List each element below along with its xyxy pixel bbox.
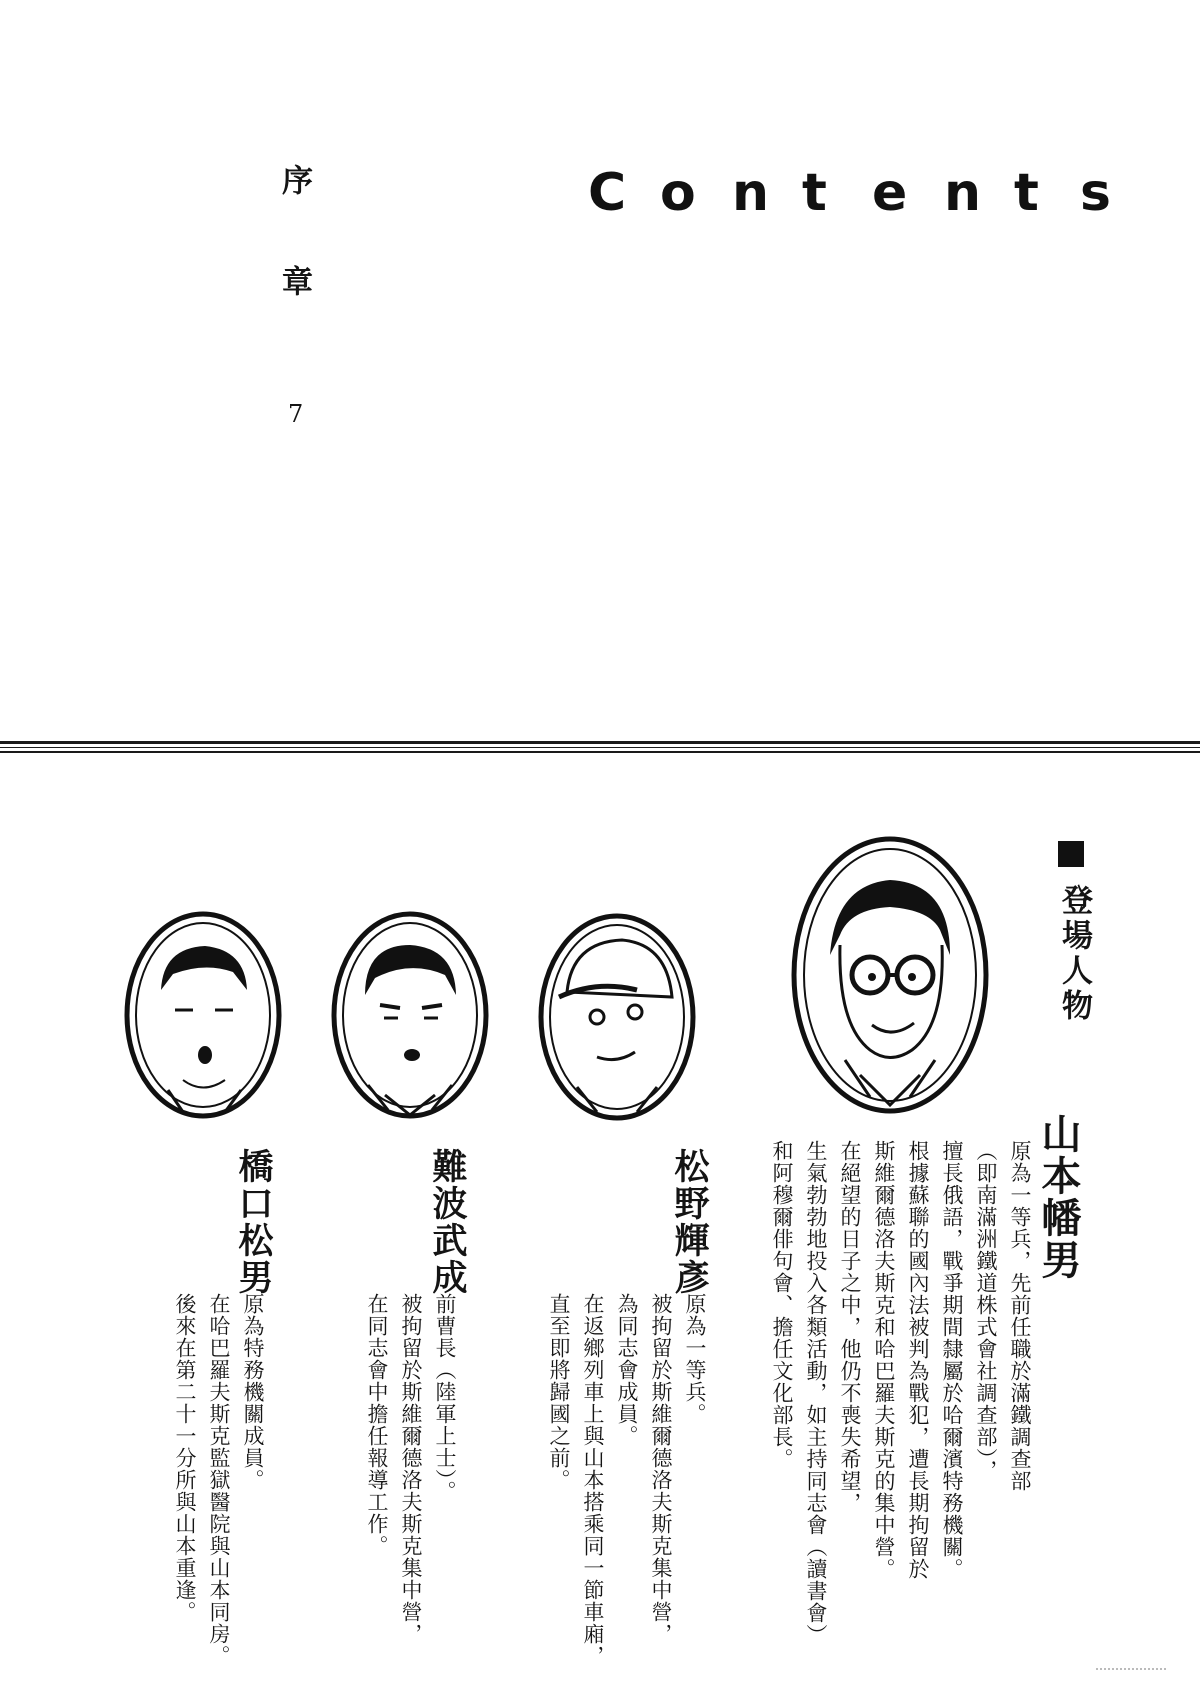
description-line: 被拘留於斯維爾德洛夫斯克集中營， — [649, 1293, 673, 1645]
portrait-yamamoto — [790, 835, 990, 1115]
character-name-yamamoto: 山本幡男 — [1035, 1113, 1081, 1281]
contents-title — [588, 158, 1111, 228]
contents-letter: o — [660, 163, 696, 223]
description-line: 斯維爾德洛夫斯克和哈巴羅夫斯克的集中營。 — [872, 1140, 896, 1580]
character-name-matsuno: 松野輝彥 — [669, 1148, 709, 1296]
chapter-page-number: 7 — [288, 400, 304, 428]
section-marker-square — [1058, 841, 1084, 867]
description-line: 原為特務機關成員。 — [241, 1293, 265, 1491]
contents-letter: n — [732, 163, 770, 223]
portrait-hashiguchi — [123, 910, 283, 1120]
description-line: 擅長俄語，戰爭期間隸屬於哈爾濱特務機關。 — [940, 1140, 964, 1580]
description-line: 前曹長（陸軍上士）。 — [433, 1293, 457, 1503]
contents-letter: C — [588, 163, 627, 223]
description-line: 生氣勃勃地投入各類活動，如主持同志會（讀書會） — [804, 1140, 828, 1646]
description-line: 原為一等兵，先前任職於滿鐵調查部 — [1008, 1140, 1032, 1492]
contents-letter: t — [1014, 163, 1039, 223]
character-description-yamamoto — [765, 1140, 1037, 1646]
contents-letter: e — [872, 163, 908, 223]
section-heading: 登場人物 — [1056, 884, 1092, 1024]
description-line: 原為一等兵。 — [683, 1293, 707, 1425]
contents-letter: t — [802, 163, 827, 223]
description-line: 直至即將歸國之前。 — [547, 1293, 571, 1491]
chapter-title[interactable]: 序章 — [276, 164, 312, 366]
character-name-hashiguchi: 橋口松男 — [233, 1148, 273, 1296]
description-line: 在絕望的日子之中，他仍不喪失希望， — [838, 1140, 862, 1514]
page-footer-mark — [1096, 1668, 1166, 1674]
contents-letter: s — [1080, 163, 1111, 223]
description-line: 在同志會中擔任報導工作。 — [365, 1293, 389, 1557]
description-line: 和阿穆爾俳句會、擔任文化部長。 — [770, 1140, 794, 1470]
description-line: 根據蘇聯的國內法被判為戰犯，遭長期拘留於 — [906, 1140, 930, 1580]
character-name-namba: 難波武成 — [427, 1148, 467, 1296]
character-description-matsuno — [542, 1293, 712, 1667]
description-line: 被拘留於斯維爾德洛夫斯克集中營， — [399, 1293, 423, 1645]
portrait-matsuno — [537, 912, 697, 1122]
section-divider-thin — [0, 747, 1200, 748]
description-line: 在返鄉列車上與山本搭乘同一節車廂， — [581, 1293, 605, 1667]
section-divider — [0, 741, 1200, 744]
portrait-namba — [330, 910, 490, 1120]
description-line: 後來在第二十一分所與山本重逢。 — [173, 1293, 197, 1623]
contents-letter: n — [944, 163, 982, 223]
description-line: 為同志會成員。 — [615, 1293, 639, 1447]
description-line: 在哈巴羅夫斯克監獄醫院與山本同房。 — [207, 1293, 231, 1667]
character-description-hashiguchi — [168, 1293, 270, 1667]
section-divider-bottom — [0, 751, 1200, 753]
character-description-namba — [360, 1293, 462, 1653]
description-line: （即南滿洲鐵道株式會社調查部）， — [974, 1140, 998, 1482]
